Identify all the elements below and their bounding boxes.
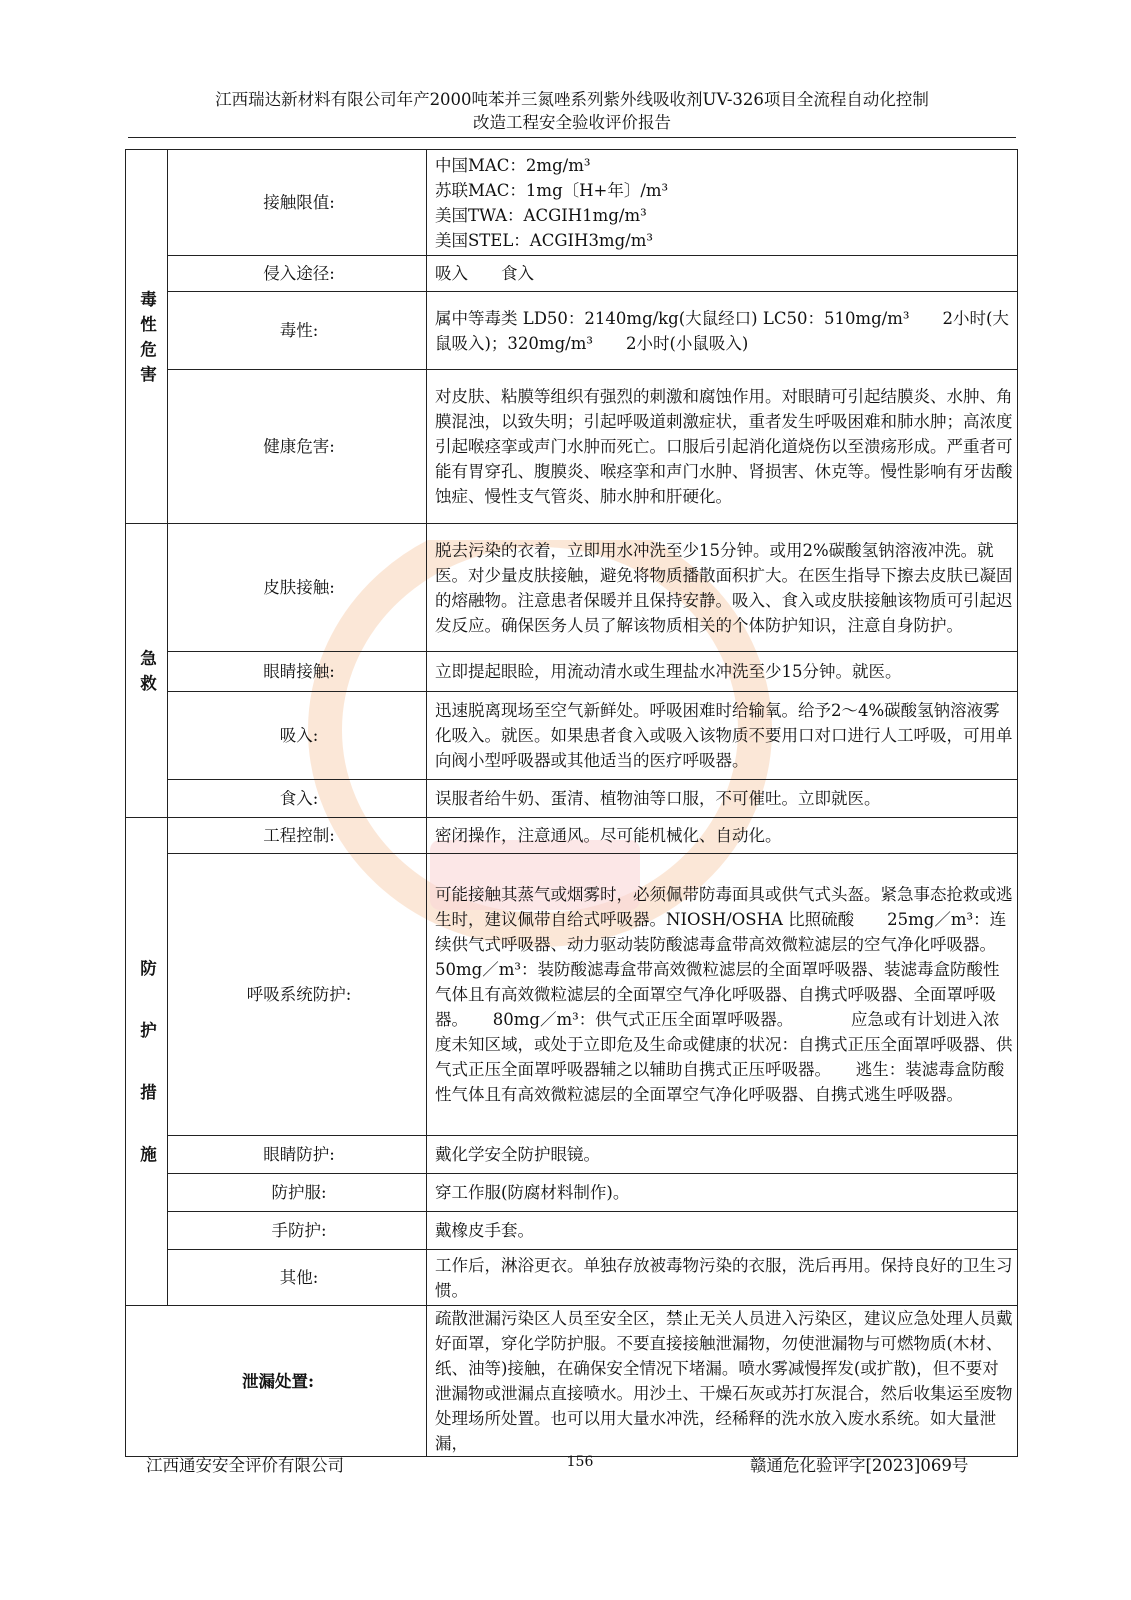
contact-limit-line: 美国STEL：ACGIH3mg/m³ [435,230,653,250]
table-row [126,780,1018,818]
value-hand-protection: 戴橡皮手套。 [427,1212,1018,1250]
contact-limit-line: 苏联MAC：1mg〔H+年〕/m³ [435,180,669,200]
label-toxicity: 毒性: [168,292,427,370]
category-char: 护 [140,1020,157,1040]
footer-page-number: 156 [566,1454,594,1470]
report-title-line2: 改造工程安全验收评价报告 [473,113,671,132]
label-eye-contact: 眼睛接触: [168,652,427,692]
table-row [126,692,1018,780]
category-char: 措 [140,1082,157,1102]
label-ingestion: 食入: [168,780,427,818]
table-row [126,1136,1018,1174]
category-char: 施 [140,1144,157,1164]
value-contact-limit [427,150,1018,256]
category-char: 毒 [140,289,157,309]
label-contact-limit: 接触限值: [168,150,427,256]
value-leak-handling: 疏散泄漏污染区人员至安全区，禁止无关人员进入污染区，建议应急处理人员戴好面罩，穿化学防护服。不要直接接触泄漏物，勿使泄漏物与可燃物质(木材、纸、油等)接触，在确保安全情况下堵漏。喷水雾减慢挥发(或扩散)，但不要对泄漏物或泄漏点直接喷水。用沙土、干燥石灰或苏打灰混合，然后收集运至废物处理场所处置。也可以用大量水冲洗，经稀释的洗水放入废水系统。如大量泄漏， [427,1306,1018,1457]
label-engineering-control: 工程控制: [168,818,427,854]
value-skin-contact: 脱去污染的衣着，立即用水冲洗至少15分钟。或用2%碳酸氢钠溶液冲洗。就医。对少量皮肤接触，避免将物质播散面积扩大。在医生指导下擦去皮肤已凝固的熔融物。注意患者保暖并且保持安静。吸入、食入或皮肤接触该物质可引起迟发反应。确保医务人员了解该物质相关的个体防护知识，注意自身防护。 [427,524,1018,652]
contact-limit-line: 美国TWA：ACGIH1mg/m³ [435,205,647,225]
report-header [128,88,1016,134]
table-row [126,524,1018,652]
category-char: 防 [140,958,157,978]
value-route: 吸入 食入 [427,256,1018,292]
table-row [126,1212,1018,1250]
table-row [126,1250,1018,1306]
table-row [126,1174,1018,1212]
value-eye-contact: 立即提起眼睑，用流动清水或生理盐水冲洗至少15分钟。就医。 [427,652,1018,692]
label-eye-protection: 眼睛防护: [168,1136,427,1174]
value-inhalation: 迅速脱离现场至空气新鲜处。呼吸困难时给输氧。给予2～4%碳酸氢钠溶液雾化吸入。就医。如果患者食入或吸入该物质不要用口对口进行人工呼吸，可用单向阀小型呼吸器或其他适当的医疗呼吸器。 [427,692,1018,780]
table-row [126,292,1018,370]
category-protection [126,818,168,1306]
label-health-hazard: 健康危害: [168,370,427,524]
label-protective-clothing: 防护服: [168,1174,427,1212]
label-respiratory-protection: 呼吸系统防护: [168,854,427,1136]
label-leak-handling: 泄漏处置: [126,1306,427,1457]
category-char: 救 [140,673,157,693]
table-row [126,370,1018,524]
label-inhalation: 吸入: [168,692,427,780]
category-char: 性 [140,314,157,334]
contact-limit-line: 中国MAC：2mg/m³ [435,155,591,175]
value-ingestion: 误服者给牛奶、蛋清、植物油等口服，不可催吐。立即就医。 [427,780,1018,818]
table-row [126,854,1018,1136]
msds-table [125,149,1054,1457]
label-skin-contact: 皮肤接触: [168,524,427,652]
label-other-protection: 其他: [168,1250,427,1306]
footer-document-number: 赣通危化验评字[2023]069号 [750,1456,969,1475]
table-row [126,652,1018,692]
table-row [126,1306,1018,1457]
value-toxicity: 属中等毒类 LD50：2140mg/kg(大鼠经口) LC50：510mg/m³ 2小时(大鼠吸入)；320mg/m³ 2小时(小鼠吸入) [427,292,1018,370]
category-char: 急 [140,648,157,668]
table-row [126,256,1018,292]
label-hand-protection: 手防护: [168,1212,427,1250]
category-char: 危 [140,339,157,359]
label-route: 侵入途径: [168,256,427,292]
value-respiratory-protection: 可能接触其蒸气或烟雾时，必须佩带防毒面具或供气式头盔。紧急事态抢救或逃生时，建议佩带自给式呼吸器。NIOSH/OSHA 比照硫酸 25mg／m³：连续供气式呼吸器、动力驱动装防酸滤毒盒带高效微粒滤层的空气净化呼吸器。 50mg／m³：装防酸滤毒盒带高效微粒滤层的全面罩呼吸器、装滤毒盒防酸性气体且有高效微粒滤层的全面罩空气净化呼吸器、自携式呼吸器、全面罩呼吸器。 80mg／m³：供气式正压全面罩呼吸器。 应急或有计划进入浓度未知区域，或处于立即危及生命或健康的状况：自携式正压全面罩呼吸器、供气式正压全面罩呼吸器辅之以辅助自携式正压呼吸器。 逃生：装滤毒盒防酸性气体且有高效微粒滤层的全面罩空气净化呼吸器、自携式逃生呼吸器。 [427,854,1018,1136]
footer-company: 江西通安安全评价有限公司 [146,1456,344,1475]
table-row [126,150,1018,256]
report-title-line1: 江西瑞达新材料有限公司年产2000吨苯并三氮唑系列紫外线吸收剂UV-326项目全流程自动化控制 [215,90,929,109]
category-first-aid [126,524,168,818]
category-char: 害 [140,364,157,384]
value-protective-clothing: 穿工作服(防腐材料制作)。 [427,1174,1018,1212]
header-divider [128,137,1016,138]
value-engineering-control: 密闭操作，注意通风。尽可能机械化、自动化。 [427,818,1018,854]
table-row [126,818,1018,854]
value-other-protection: 工作后，淋浴更衣。单独存放被毒物污染的衣服，洗后再用。保持良好的卫生习惯。 [427,1250,1018,1306]
value-eye-protection: 戴化学安全防护眼镜。 [427,1136,1018,1174]
category-toxic-hazard [126,150,168,524]
value-health-hazard: 对皮肤、粘膜等组织有强烈的刺激和腐蚀作用。对眼睛可引起结膜炎、水肿、角膜混浊，以致失明；引起呼吸道刺激症状，重者发生呼吸困难和肺水肿；高浓度引起喉痉挛或声门水肿而死亡。口服后引起消化道烧伤以至溃疡形成。严重者可能有胃穿孔、腹膜炎、喉痉挛和声门水肿、肾损害、休克等。慢性影响有牙齿酸蚀症、慢性支气管炎、肺水肿和肝硬化。 [427,370,1018,524]
